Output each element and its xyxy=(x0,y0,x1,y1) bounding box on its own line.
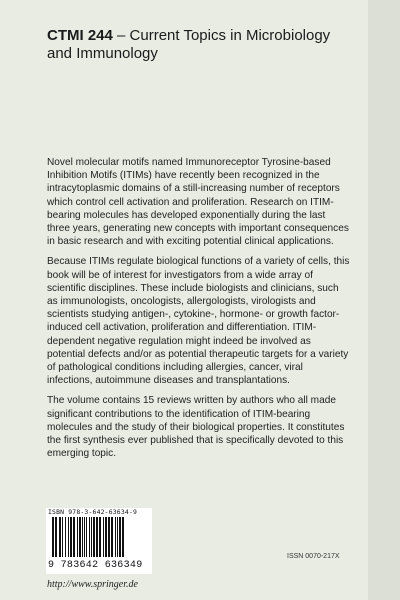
barcode-bar xyxy=(82,517,83,557)
barcode-bar xyxy=(52,517,54,557)
barcode-bar xyxy=(59,517,61,557)
barcode-bar xyxy=(55,517,57,557)
series-title xyxy=(47,27,357,63)
barcode-bar xyxy=(65,517,66,557)
description-paragraph-1: Novel molecular motifs named Immunoreceptor Tyrosine-based Inhibition Motifs (ITIMs) have recently been recognized in the intracytoplasmic domains of a still-increasing number of receptors which control cell activation and proliferation. Research on ITIM-bearing molecules has developed exponentially during the last three years, generating new concepts with important consequences in basic research and with exciting potential clinical applications. xyxy=(47,157,349,248)
book-description xyxy=(47,156,351,467)
barcode-bar xyxy=(77,517,78,557)
barcode-bar xyxy=(86,517,87,557)
isbn-barcode xyxy=(46,508,152,574)
barcode-bar xyxy=(84,517,85,557)
spine-edge xyxy=(368,0,400,600)
series-name: – Current Topics in Microbiology and Immunology xyxy=(47,27,331,62)
barcode-bar xyxy=(70,517,72,557)
isbn-label: ISBN 978-3-642-63634-9 xyxy=(48,508,138,516)
barcode-bar xyxy=(105,517,107,557)
barcode-bar xyxy=(91,517,92,557)
barcode-bar xyxy=(96,517,98,557)
barcode-bar xyxy=(89,517,90,557)
series-code: CTMI 244 xyxy=(47,27,113,44)
description-paragraph-3: The volume contains 15 reviews written by authors who all made significant contributions to the identification of ITIM-bearing molecules and the study of their biological properties. It constitutes the first synthesis ever published that is specifically devoted to this emerging topic. xyxy=(47,395,345,460)
barcode-bar xyxy=(79,517,81,557)
issn-label: ISSN 0070-217X xyxy=(287,553,340,560)
barcode-bar xyxy=(122,517,124,557)
barcode-bar xyxy=(93,517,95,557)
barcode-bar xyxy=(119,517,121,557)
barcode-bar xyxy=(73,517,75,557)
barcode-bars xyxy=(48,517,150,559)
barcode-bar xyxy=(115,517,116,557)
barcode-bar xyxy=(99,517,101,557)
barcode-bar xyxy=(117,517,118,557)
barcode-digits: 9 783642 636349 xyxy=(48,560,143,571)
barcode-bar xyxy=(108,517,110,557)
barcode-bar xyxy=(62,517,63,557)
barcode-bar xyxy=(103,517,104,557)
barcode-bar xyxy=(68,517,69,557)
description-paragraph-2: Because ITIMs regulate biological functions of a variety of cells, this book will be of interest for investigators from a wide array of scientific disciplines. These include biologists and clinicians, such as immunologists, oncologists, allergologists, virologists and scientists studying antigen-, cytokine-, hormone- or growth factor-induced cell activation, proliferation and differentiation. ITIM-dependent negative regulation might indeed be involved as potential defects and/or as potential therapeutic targets for a variety of pathological conditions including allergies, cancer, viral infections, autoimmune diseases and transplantations. xyxy=(47,256,350,387)
barcode-bar xyxy=(111,517,113,557)
publisher-url: http://www.springer.de xyxy=(47,579,138,590)
